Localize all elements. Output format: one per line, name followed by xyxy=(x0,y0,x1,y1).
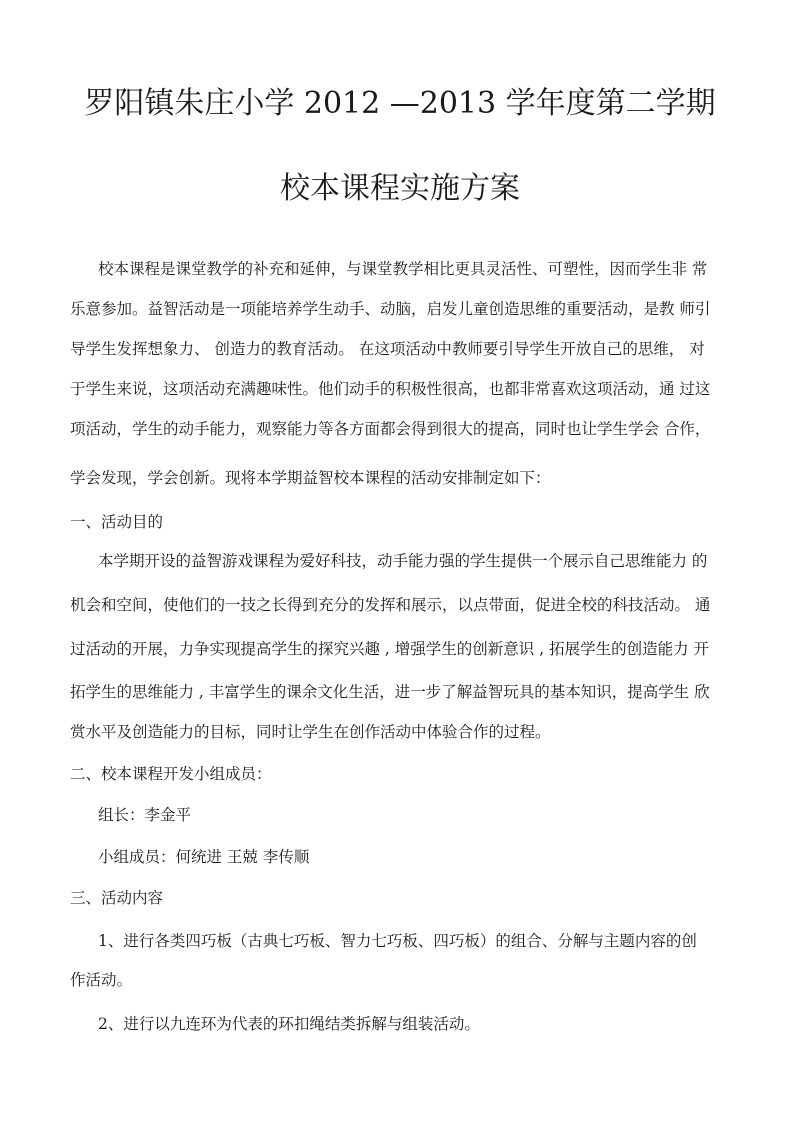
section1-line-3: 过活动的开展，力争实现提高学生的探究兴趣 , 增强学生的创新意识 , 拓展学生的创造能力 开 xyxy=(70,640,709,658)
members-line: 小组成员：何统进 王兢 李传顺 xyxy=(98,848,310,866)
intro-line-1: 校本课程是课堂教学的补充和延伸，与课堂教学相比更具灵活性、可塑性，因而学生非 常 xyxy=(98,260,708,278)
document-title-line2: 校本课程实施方案 xyxy=(280,171,520,206)
intro-line-6: 学会发现，学会创新。现将本学期益智校本课程的活动安排制定如下： xyxy=(70,469,551,487)
section3-heading: 三、活动内容 xyxy=(70,889,164,907)
item1-line-2: 作活动。 xyxy=(70,971,133,989)
intro-line-4: 于学生来说，这项活动充满趣味性。他们动手的积极性很高，也都非常喜欢这项活动，通 过这 xyxy=(70,380,711,398)
section1-line-4: 拓学生的思维能力 , 丰富学生的课余文化生活，进一步了解益智玩具的基本知识，提高学生 欣 xyxy=(70,683,710,701)
item2-line: 2、进行以九连环为代表的环扣绳结类拆解与组装活动。 xyxy=(98,1015,480,1033)
section1-heading: 一、活动目的 xyxy=(70,513,164,531)
section1-line-5: 赏水平及创造能力的目标，同时让学生在创作活动中体验合作的过程。 xyxy=(70,723,551,741)
section2-heading: 二、校本课程开发小组成员： xyxy=(70,765,272,783)
leader-line: 组长：李金平 xyxy=(98,806,192,824)
document-title-line1: 罗阳镇朱庄小学 2012 —2013 学年度第二学期 xyxy=(84,86,716,121)
section1-line-1: 本学期开设的益智游戏课程为爱好科技，动手能力强的学生提供一个展示自己思维能力 的 xyxy=(98,552,708,570)
section1-line-2: 机会和空间，使他们的一技之长得到充分的发挥和展示，以点带面，促进全校的科技活动。 通 xyxy=(70,596,711,614)
intro-line-2: 乐意参加。益智活动是一项能培养学生动手、动脑，启发儿童创造思维的重要活动，是教 师引 xyxy=(70,300,711,318)
item1-line-1: 1、进行各类四巧板（古典七巧板、智力七巧板、四巧板）的组合、分解与主题内容的创 xyxy=(98,932,697,950)
intro-line-3: 导学生发挥想象力、 创造力的教育活动。 在这项活动中教师要引导学生开放自己的思维， 对 xyxy=(70,340,705,358)
intro-line-5: 项活动，学生的动手能力，观察能力等各方面都会得到很大的提高，同时也让学生学会 合作， xyxy=(70,420,711,438)
